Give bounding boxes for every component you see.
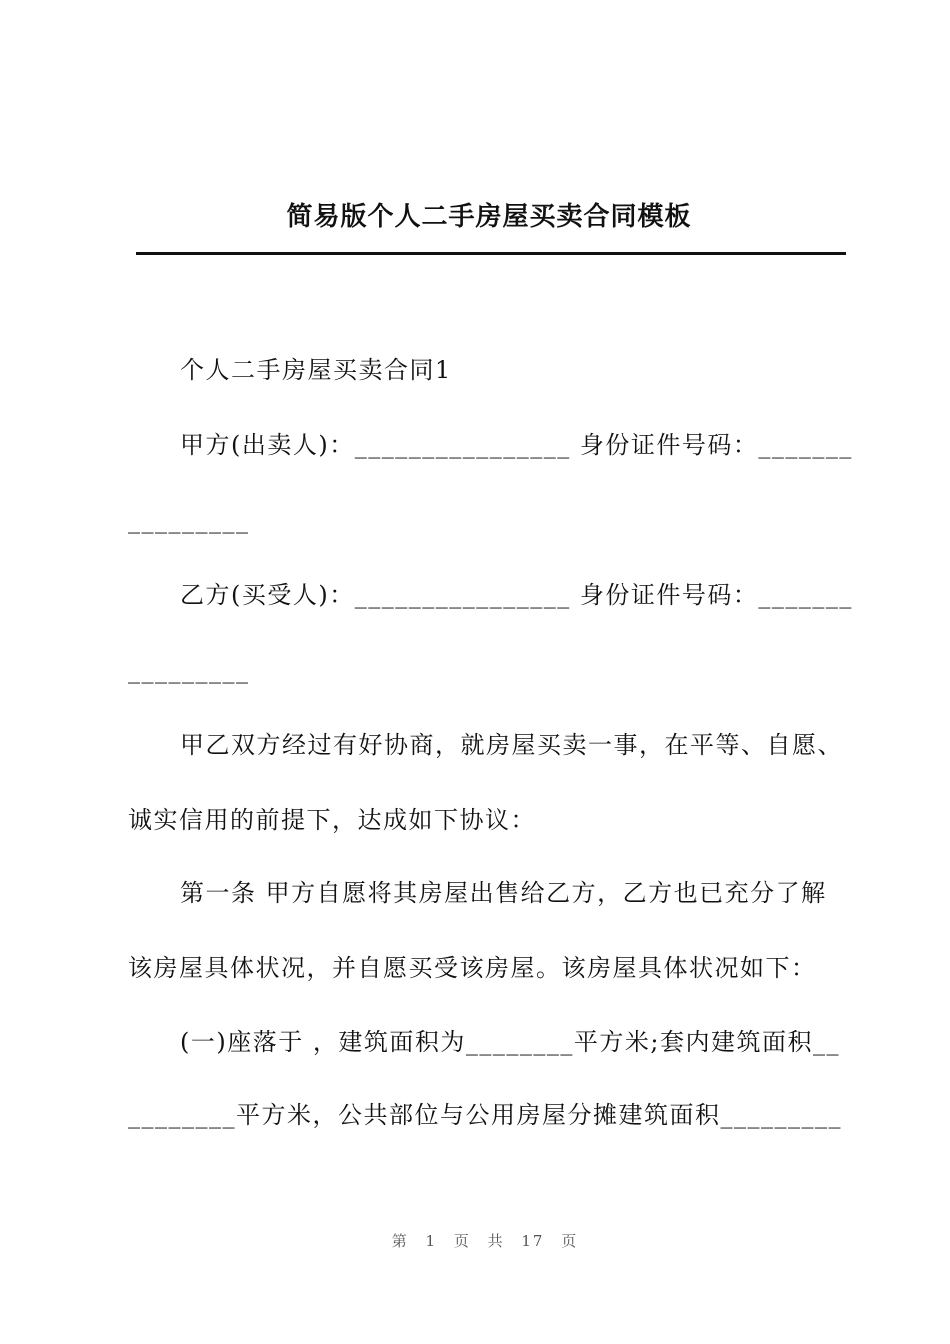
party-a-line-continued: _________ [128, 506, 250, 534]
preamble-line-2: 诚实信用的前提下，达成如下协议： [128, 806, 536, 834]
clause-1-line-2: ________平方米，公共部位与公用房屋分摊建筑面积_________ [128, 1101, 842, 1129]
page-footer: 第 1 页 共 17 页 [391, 1232, 579, 1250]
article-1-line-2: 该房屋具体状况，并自愿买受该房屋。该房屋具体状况如下： [128, 954, 817, 982]
party-b-line: 乙方(买受人)：________________ 身份证件号码：_______ [180, 581, 853, 609]
clause-1-line-1: (一)座落于 ，建筑面积为________平方米;套内建筑面积__ [180, 1028, 840, 1056]
preamble-line-1: 甲乙双方经过有好协商，就房屋买卖一事，在平等、自愿、 [180, 731, 843, 759]
document-title: 简易版个人二手房屋买卖合同模板 [286, 202, 692, 232]
title-underline [136, 252, 846, 255]
contract-heading: 个人二手房屋买卖合同1 [180, 356, 452, 384]
party-a-line: 甲方(出卖人)：________________ 身份证件号码：_______ [180, 431, 853, 459]
party-b-line-continued: _________ [128, 656, 250, 684]
article-1-line-1: 第一条 甲方自愿将其房屋出售给乙方，乙方也已充分了解 [180, 879, 827, 907]
